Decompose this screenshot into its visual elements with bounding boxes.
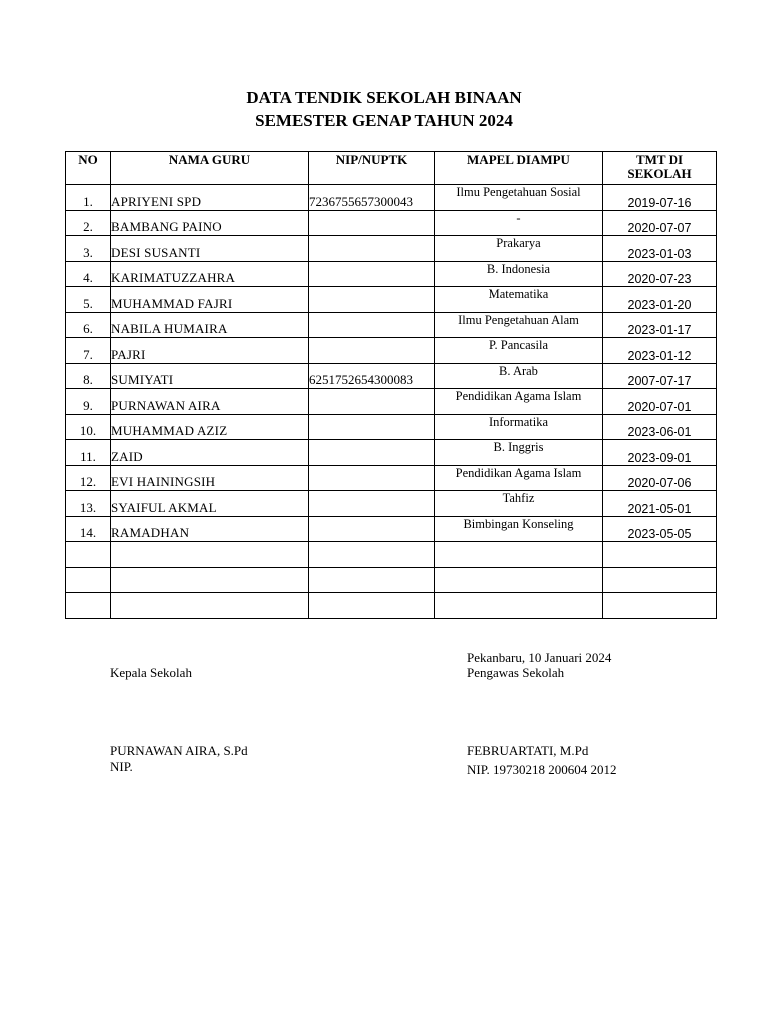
cell-tmt bbox=[603, 567, 717, 593]
cell-nip-nuptk bbox=[309, 491, 435, 517]
cell-mapel-diampu: Matematika bbox=[435, 287, 603, 313]
cell-nama-guru: BAMBANG PAINO bbox=[111, 210, 309, 236]
cell-nama-guru bbox=[111, 593, 309, 619]
table-row bbox=[66, 185, 717, 211]
cell-nip-nuptk: 7236755657300043 bbox=[309, 185, 435, 211]
cell-no: 7. bbox=[66, 338, 111, 364]
table-row bbox=[66, 440, 717, 466]
cell-nama-guru: EVI HAININGSIH bbox=[111, 465, 309, 491]
left-signatory-name: PURNAWAN AIRA, S.Pd bbox=[110, 743, 248, 758]
left-signatory-nip: NIP. bbox=[110, 759, 133, 774]
cell-nama-guru: NABILA HUMAIRA bbox=[111, 312, 309, 338]
cell-mapel-diampu bbox=[435, 567, 603, 593]
cell-tmt: 2023-01-12 bbox=[603, 338, 717, 364]
cell-no bbox=[66, 542, 111, 568]
left-role: Kepala Sekolah bbox=[110, 665, 192, 680]
cell-no: 12. bbox=[66, 465, 111, 491]
cell-mapel-diampu: Pendidikan Agama Islam bbox=[435, 389, 603, 415]
table-body bbox=[66, 185, 717, 619]
cell-no: 2. bbox=[66, 210, 111, 236]
cell-tmt: 2023-05-05 bbox=[603, 516, 717, 542]
cell-no: 14. bbox=[66, 516, 111, 542]
cell-mapel-diampu: B. Inggris bbox=[435, 440, 603, 466]
table-row bbox=[66, 363, 717, 389]
cell-nama-guru: PURNAWAN AIRA bbox=[111, 389, 309, 415]
cell-tmt: 2023-09-01 bbox=[603, 440, 717, 466]
cell-mapel-diampu: Pendidikan Agama Islam bbox=[435, 465, 603, 491]
cell-no: 10. bbox=[66, 414, 111, 440]
right-role: Pengawas Sekolah bbox=[467, 665, 565, 680]
cell-mapel-diampu: Bimbingan Konseling bbox=[435, 516, 603, 542]
cell-nama-guru: APRIYENI SPD bbox=[111, 185, 309, 211]
table-row bbox=[66, 338, 717, 364]
cell-nip-nuptk bbox=[309, 312, 435, 338]
header-mapel-diampu: MAPEL DIAMPU bbox=[435, 152, 603, 185]
cell-nama-guru: DESI SUSANTI bbox=[111, 236, 309, 262]
cell-mapel-diampu: Tahfiz bbox=[435, 491, 603, 517]
cell-nama-guru bbox=[111, 567, 309, 593]
cell-nip-nuptk bbox=[309, 542, 435, 568]
cell-no: 4. bbox=[66, 261, 111, 287]
cell-nama-guru: SYAIFUL AKMAL bbox=[111, 491, 309, 517]
header-nip-nuptk: NIP/NUPTK bbox=[309, 152, 435, 185]
cell-tmt bbox=[603, 542, 717, 568]
table-row bbox=[66, 287, 717, 313]
cell-nip-nuptk: 6251752654300083 bbox=[309, 363, 435, 389]
document-subtitle: SEMESTER GENAP TAHUN 2024 bbox=[255, 111, 513, 130]
cell-mapel-diampu: Ilmu Pengetahuan Sosial bbox=[435, 185, 603, 211]
table-row bbox=[66, 593, 717, 619]
cell-nama-guru: MUHAMMAD AZIZ bbox=[111, 414, 309, 440]
table-row bbox=[66, 236, 717, 262]
cell-tmt: 2020-07-23 bbox=[603, 261, 717, 287]
cell-mapel-diampu bbox=[435, 542, 603, 568]
cell-tmt: 2007-07-17 bbox=[603, 363, 717, 389]
cell-tmt: 2023-01-20 bbox=[603, 287, 717, 313]
cell-tmt: 2023-01-17 bbox=[603, 312, 717, 338]
document-title: DATA TENDIK SEKOLAH BINAAN bbox=[246, 88, 522, 107]
cell-no: 9. bbox=[66, 389, 111, 415]
cell-mapel-diampu: P. Pancasila bbox=[435, 338, 603, 364]
cell-nip-nuptk bbox=[309, 287, 435, 313]
staff-table bbox=[65, 151, 717, 619]
right-signatory-nip: NIP. 19730218 200604 2012 bbox=[467, 762, 617, 777]
cell-tmt bbox=[603, 593, 717, 619]
cell-mapel-diampu: - bbox=[435, 210, 603, 236]
cell-nip-nuptk bbox=[309, 210, 435, 236]
cell-nip-nuptk bbox=[309, 389, 435, 415]
cell-nama-guru: KARIMATUZZAHRA bbox=[111, 261, 309, 287]
table-row bbox=[66, 465, 717, 491]
cell-tmt: 2021-05-01 bbox=[603, 491, 717, 517]
cell-mapel-diampu: B. Arab bbox=[435, 363, 603, 389]
table-row bbox=[66, 312, 717, 338]
place-date: Pekanbaru, 10 Januari 2024 bbox=[467, 650, 612, 665]
table-row bbox=[66, 414, 717, 440]
header-tmt-di-sekolah: TMT DI SEKOLAH bbox=[603, 152, 717, 185]
cell-nip-nuptk bbox=[309, 465, 435, 491]
cell-tmt: 2020-07-06 bbox=[603, 465, 717, 491]
cell-nip-nuptk bbox=[309, 261, 435, 287]
table-row bbox=[66, 389, 717, 415]
cell-tmt: 2023-01-03 bbox=[603, 236, 717, 262]
right-signatory-name: FEBRUARTATI, M.Pd bbox=[467, 743, 589, 758]
cell-tmt: 2020-07-07 bbox=[603, 210, 717, 236]
cell-nip-nuptk bbox=[309, 338, 435, 364]
cell-nama-guru bbox=[111, 542, 309, 568]
cell-no: 11. bbox=[66, 440, 111, 466]
cell-nip-nuptk bbox=[309, 236, 435, 262]
table-row bbox=[66, 542, 717, 568]
cell-nip-nuptk bbox=[309, 593, 435, 619]
table-row bbox=[66, 516, 717, 542]
cell-nama-guru: SUMIYATI bbox=[111, 363, 309, 389]
table-row bbox=[66, 261, 717, 287]
cell-tmt: 2020-07-01 bbox=[603, 389, 717, 415]
cell-no bbox=[66, 593, 111, 619]
table-row bbox=[66, 210, 717, 236]
header-no: NO bbox=[66, 152, 111, 185]
cell-mapel-diampu bbox=[435, 593, 603, 619]
cell-nip-nuptk bbox=[309, 440, 435, 466]
cell-nama-guru: PAJRI bbox=[111, 338, 309, 364]
table-header-row bbox=[66, 152, 717, 185]
table-row bbox=[66, 567, 717, 593]
cell-nama-guru: RAMADHAN bbox=[111, 516, 309, 542]
cell-mapel-diampu: B. Indonesia bbox=[435, 261, 603, 287]
cell-no: 13. bbox=[66, 491, 111, 517]
cell-nama-guru: MUHAMMAD FAJRI bbox=[111, 287, 309, 313]
cell-nip-nuptk bbox=[309, 414, 435, 440]
cell-mapel-diampu: Ilmu Pengetahuan Alam bbox=[435, 312, 603, 338]
cell-no: 6. bbox=[66, 312, 111, 338]
cell-nama-guru: ZAID bbox=[111, 440, 309, 466]
cell-tmt: 2023-06-01 bbox=[603, 414, 717, 440]
table-row bbox=[66, 491, 717, 517]
cell-no: 8. bbox=[66, 363, 111, 389]
cell-mapel-diampu: Prakarya bbox=[435, 236, 603, 262]
cell-no: 5. bbox=[66, 287, 111, 313]
header-nama-guru: NAMA GURU bbox=[111, 152, 309, 185]
cell-tmt: 2019-07-16 bbox=[603, 185, 717, 211]
cell-mapel-diampu: Informatika bbox=[435, 414, 603, 440]
cell-nip-nuptk bbox=[309, 516, 435, 542]
cell-nip-nuptk bbox=[309, 567, 435, 593]
cell-no: 1. bbox=[66, 185, 111, 211]
cell-no bbox=[66, 567, 111, 593]
cell-no: 3. bbox=[66, 236, 111, 262]
